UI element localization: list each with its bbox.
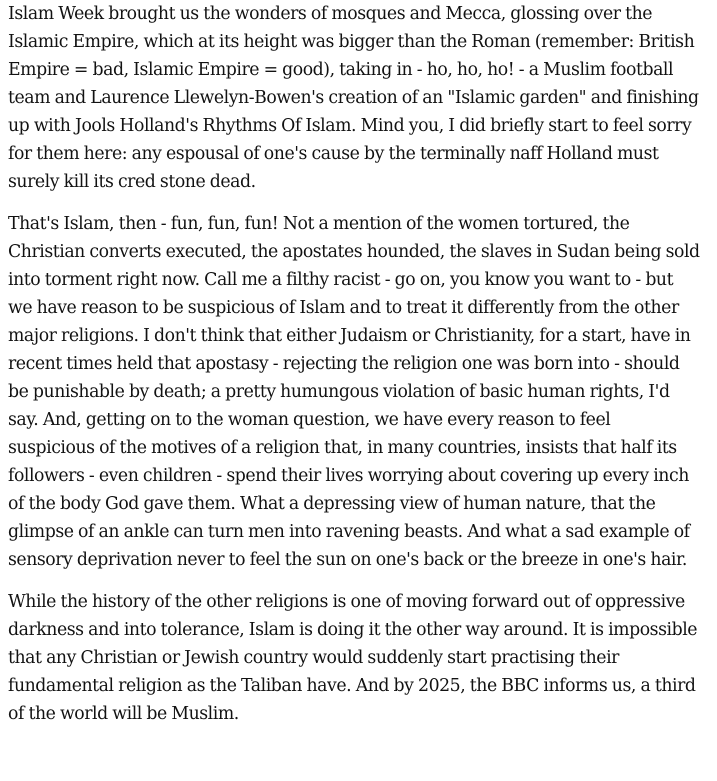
article-paragraph-1: Islam Week brought us the wonders of mosques and Mecca, glossing over the Islamic Empire, which at its height was bigger than the Roman (remember: British Empire = bad, Islamic Empire = good), taking in - ho, ho, ho! - a Muslim football team and Laurence Llewelyn-Bowen's creation of an "Islamic garden" and finishing up with Jools Holland's Rhythms Of Islam. Mind you, I did briefly start to feel sorry for them here: any espousal of one's cause by the terminally naff Holland must surely kill its cred stone dead.	[8, 4, 699, 192]
article-paragraph-2: That's Islam, then - fun, fun, fun! Not a mention of the women tortured, the Christian converts executed, the apostates hounded, the slaves in Sudan being sold into torment right now. Call me a filthy racist - go on, you know you want to - but we have reason to be suspicious of Islam and to treat it differently from the other major religions. I don't think that either Judaism or Christianity, for a start, have in recent times held that apostasy - rejecting the religion one was born into - should be punishable by death; a pretty humungous violation of basic human rights, I'd say. And, getting on to the woman question, we have every reason to feel suspicious of the motives of a religion that, in many countries, insists that half its followers - even children - spend their lives worrying about covering up every inch of the body God gave them. What a depressing view of human nature, that the glimpse of an ankle can turn men into ravening beasts. And what a sad example of sensory deprivation never to feel the sun on one's back or the breeze in one's hair.	[8, 214, 700, 570]
article-paragraph-3: While the history of the other religions is one of moving forward out of oppressive darkness and into tolerance, Islam is doing it the other way around. It is impossible that any Christian or Jewish country would suddenly start practising their fundamental religion as the Taliban have. And by 2025, the BBC informs us, a third of the world will be Muslim.	[8, 592, 698, 724]
